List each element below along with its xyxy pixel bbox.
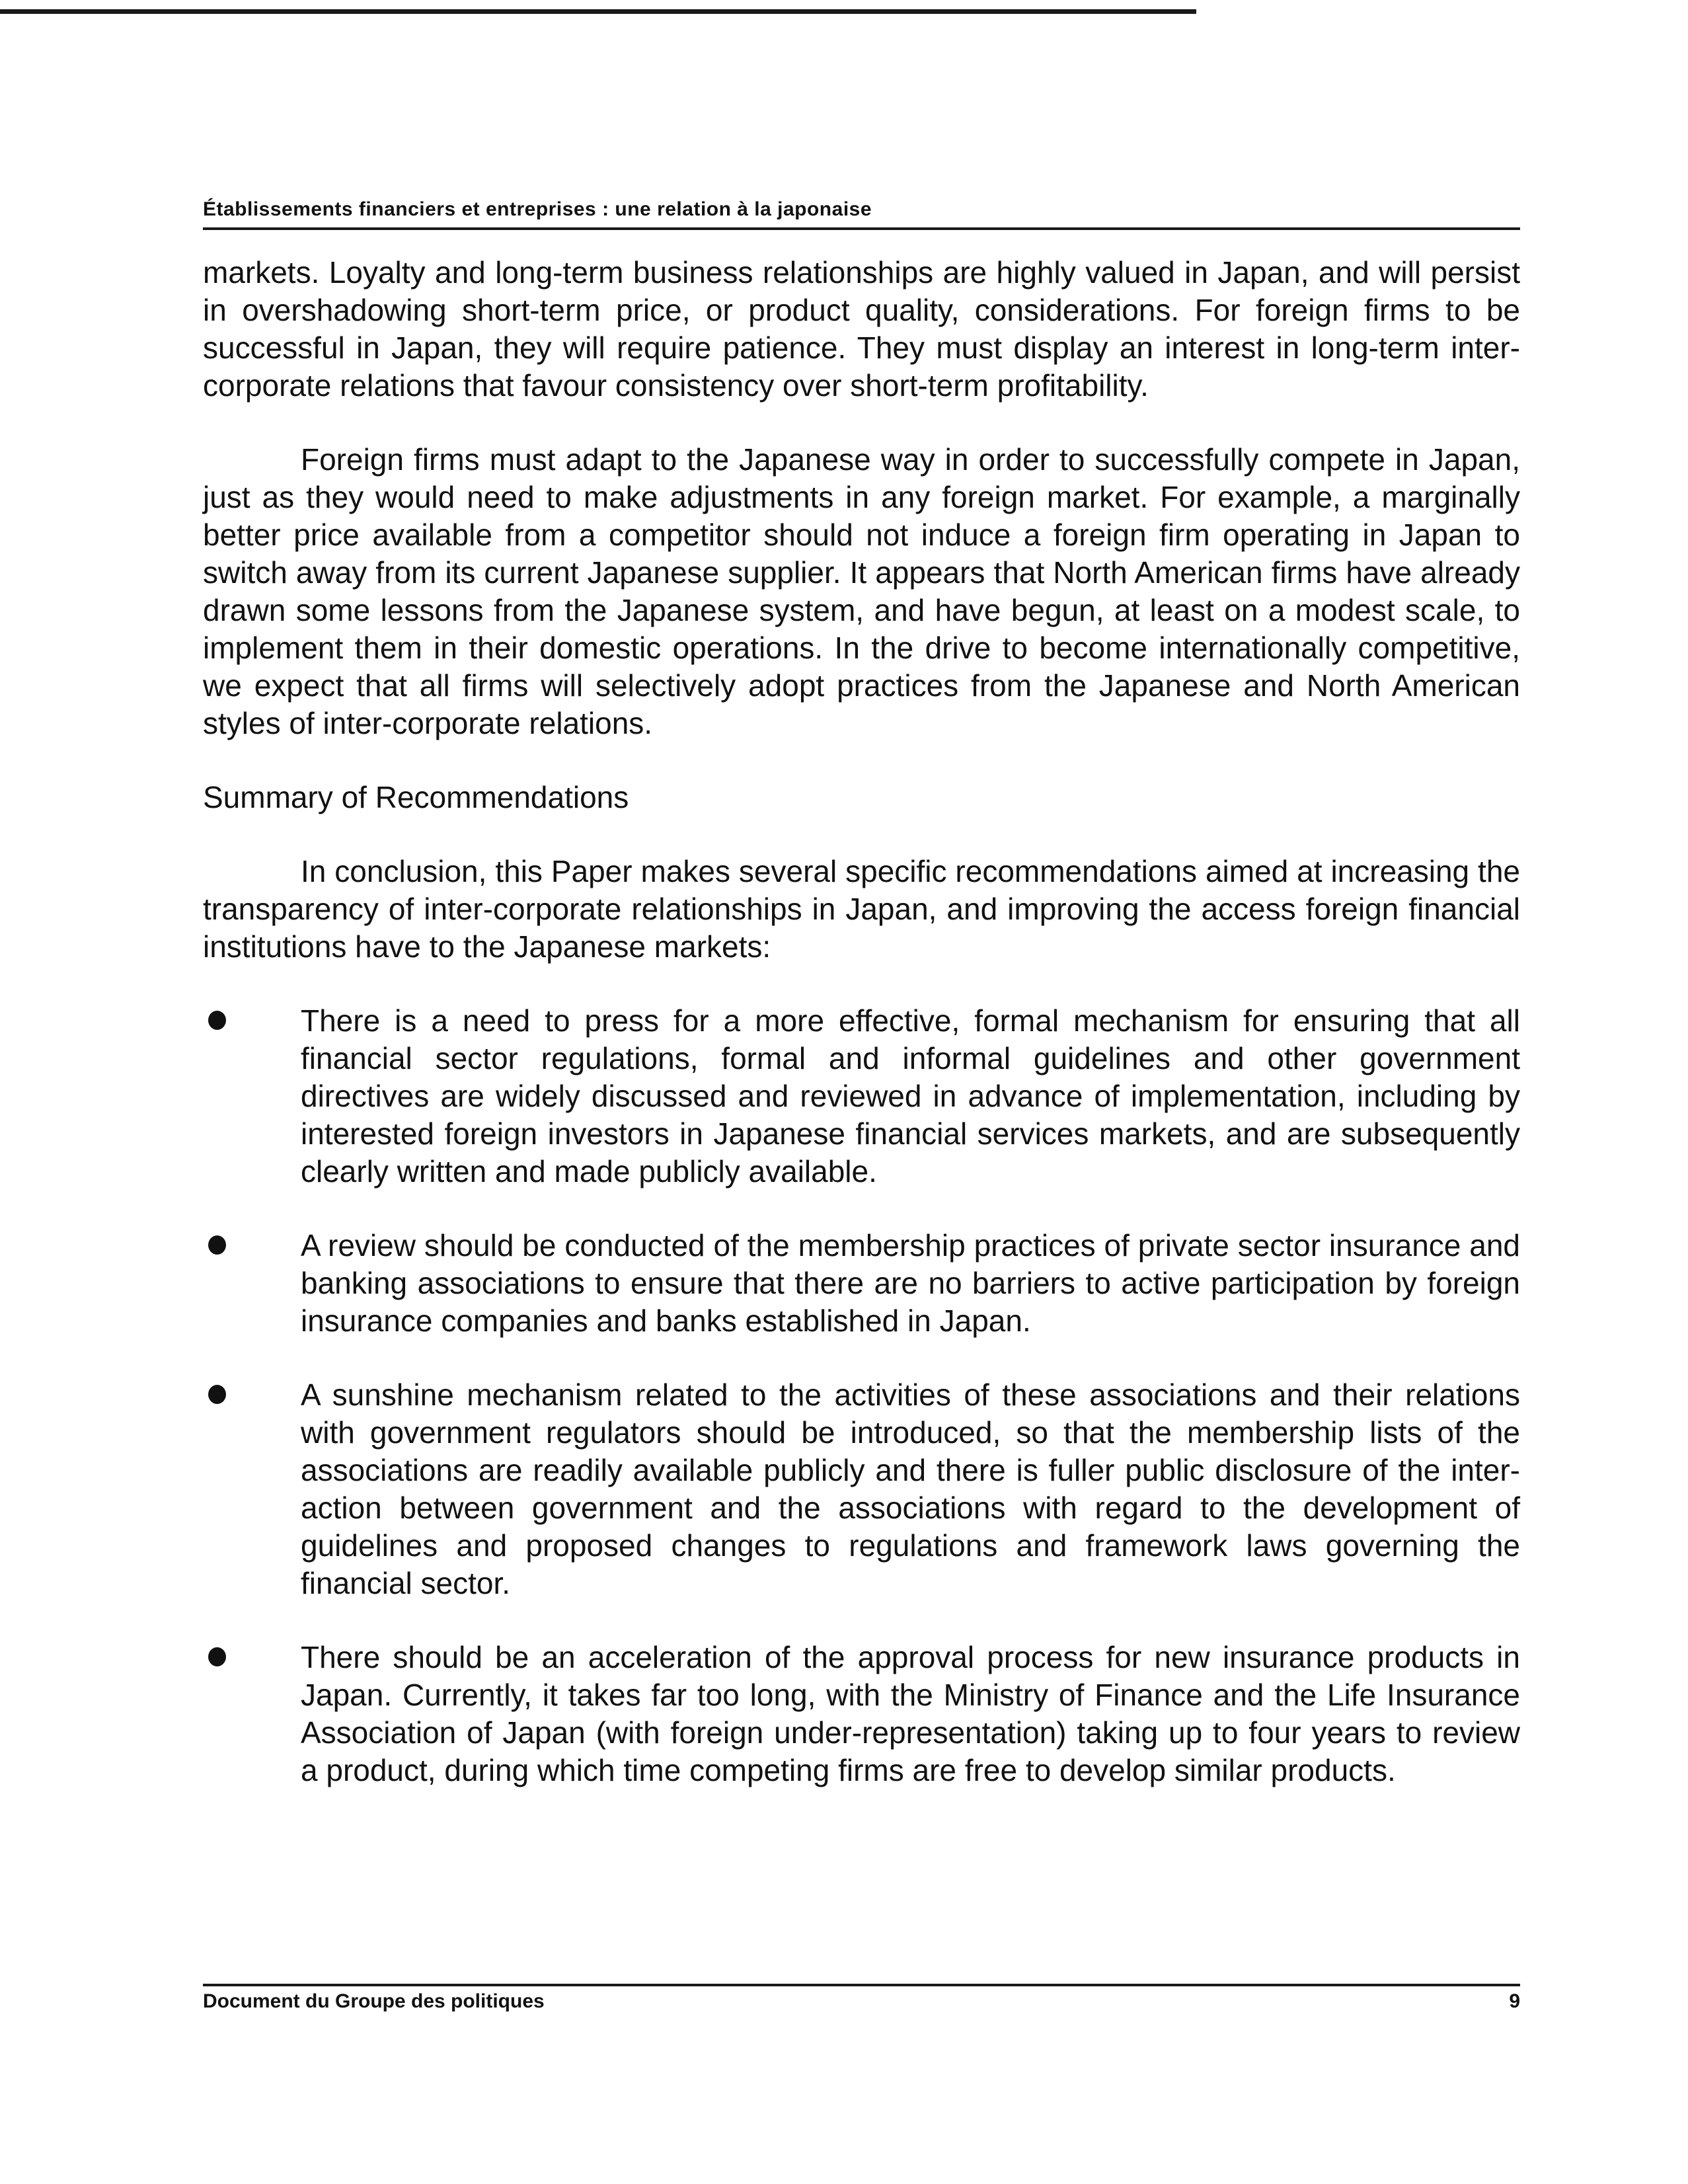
bullet-icon	[208, 1235, 226, 1255]
footer-publication: Document du Groupe des politiques	[203, 1990, 545, 2012]
recommendation-text: A review should be conducted of the membership practices of private sector insurance and banking associations to ensure that there are no barriers to active participation by foreign insurance companies and banks established in Japan.	[301, 1228, 1520, 1338]
bullet-icon	[208, 1647, 226, 1666]
document-body	[203, 254, 1520, 1789]
bullet-icon	[208, 1385, 226, 1404]
recommendation-text: A sunshine mechanism related to the activities of these associations and their relations with government regulators should be introduced, so that the membership lists of the associations are readily available publicly and there is fuller public disclosure of the inter-action between government and the associations with regard to the development of guidelines and proposed changes to regulations and framework laws governing the financial sector.	[301, 1378, 1520, 1600]
intro-paragraph: In conclusion, this Paper makes several specific recommendations aimed at increasing the transparency of inter-corporate relationships in Japan, and improving the access foreign financial institutions have to the Japanese markets:	[203, 854, 1520, 964]
page-footer	[203, 1984, 1520, 2013]
paragraph: Foreign firms must adapt to the Japanese way in order to successfully compete in Japan, just as they would need to make adjustments in any foreign market. For example, a marginally better price available from a competitor should not induce a foreign firm operating in Japan to switch away from its current Japanese supplier. It appears that North American firms have already drawn some lessons from the Japanese system, and have begun, at least on a modest scale, to implement them in their domestic operations. In the drive to become internationally competitive, we expect that all firms will selectively adopt practices from the Japanese and North American styles of inter-corporate relations.	[203, 442, 1520, 740]
section-heading: Summary of Recommendations	[203, 780, 629, 814]
document-page	[203, 198, 1520, 1826]
bullet-icon	[208, 1011, 226, 1030]
page-number: 9	[1509, 1990, 1520, 2012]
list-item	[203, 1227, 1520, 1340]
list-item	[203, 1376, 1520, 1602]
running-header: Établissements financiers et entreprises : une relation à la japonaise	[203, 198, 1520, 230]
paragraph: markets. Loyalty and long-term business relationships are highly valued in Japan, and will persist in overshadowing short-term price, or product quality, considerations. For foreign firms to be successful in Japan, they will require patience. They must display an interest in long-term inter-corporate relations that favour consistency over short-term profitability.	[203, 255, 1520, 403]
recommendation-text: There is a need to press for a more effective, formal mechanism for ensuring that all financial sector regulations, formal and informal guidelines and other government directives are widely discussed and reviewed in advance of implementation, including by interested foreign investors in Japanese financial services markets, and are subsequently clearly written and made publicly available.	[301, 1003, 1520, 1189]
recommendation-text: There should be an acceleration of the approval process for new insurance products in Japan. Currently, it takes far too long, with the Ministry of Finance and the Life Insurance Association of Japan (with foreign under-representation) taking up to four years to review a product, during which time competing firms are free to develop similar products.	[301, 1640, 1520, 1787]
recommendations-list	[203, 1002, 1520, 1789]
list-item	[203, 1639, 1520, 1789]
list-item	[203, 1002, 1520, 1190]
top-scan-rule	[0, 9, 1196, 14]
